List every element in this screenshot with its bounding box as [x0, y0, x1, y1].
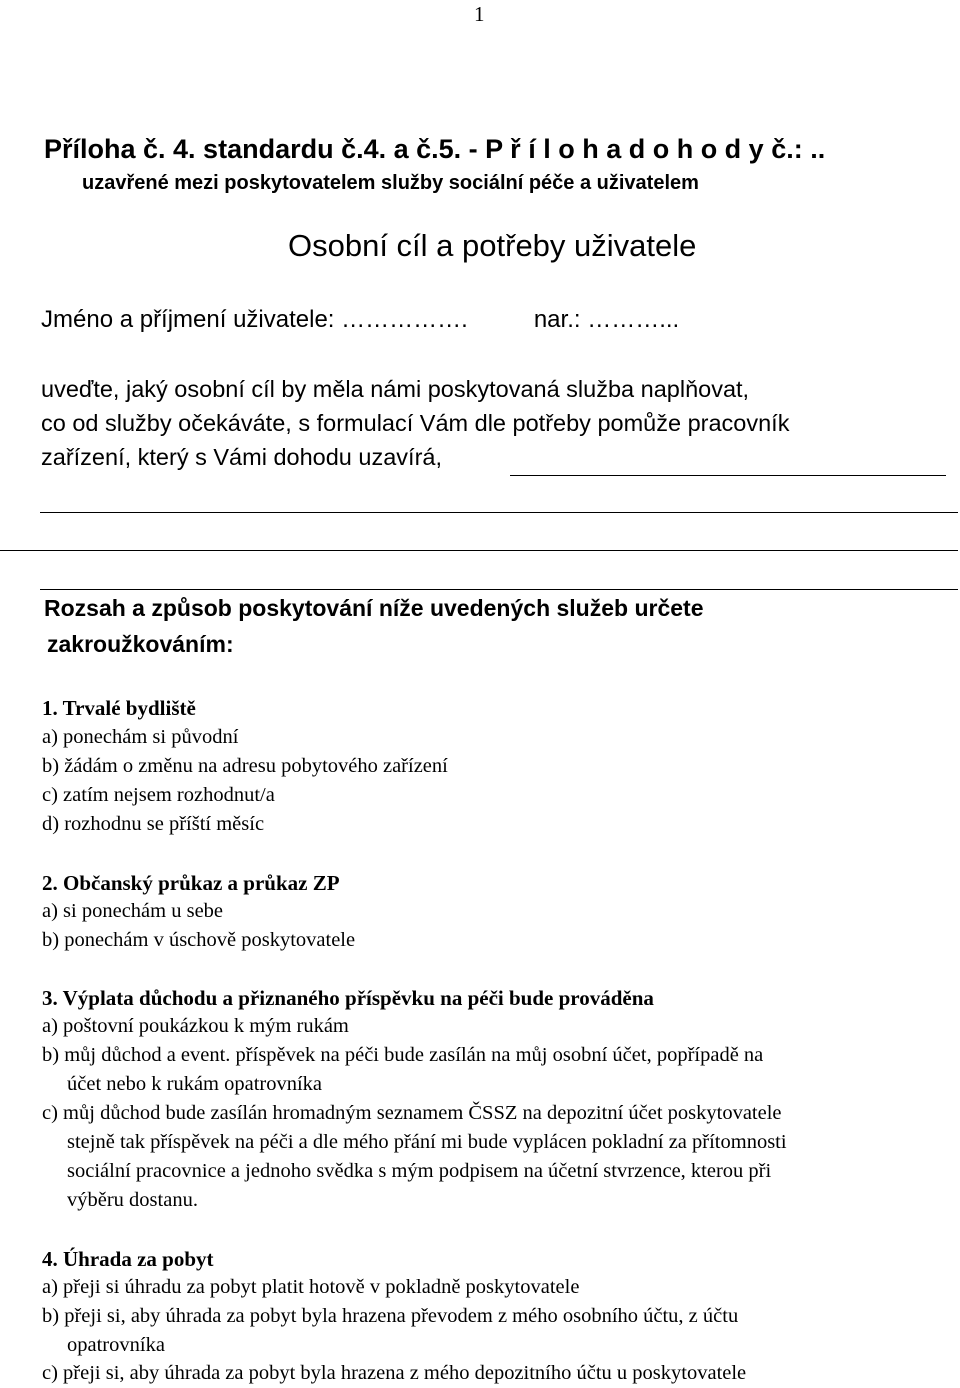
item-3-option-c[interactable]: c) můj důchod bude zasílán hromadným seznamem ČSSZ na depozitní účet poskytovatele: [42, 1102, 782, 1124]
item-1-option-a[interactable]: a) ponechám si původní: [42, 726, 239, 748]
item-1-option-d[interactable]: d) rozhodnu se příští měsíc: [42, 813, 265, 835]
birth-blank[interactable]: ………...: [587, 306, 680, 333]
document-title: Příloha č. 4. standardu č.4. a č.5. - P ř í l o h a d o h o d y č.: ..: [44, 134, 826, 164]
item-3-option-c-continued-3: výběru dostanu.: [67, 1189, 198, 1211]
item-4-heading: 4. Úhrada za pobyt: [42, 1247, 214, 1271]
user-name-row: [41, 306, 679, 334]
answer-line-1[interactable]: [510, 475, 946, 476]
document-subtitle: uzavřené mezi poskytovatelem služby sociální péče a uživatelem: [82, 172, 699, 194]
item-1-option-b[interactable]: b) žádám o změnu na adresu pobytového zařízení: [42, 755, 448, 777]
item-2-option-a[interactable]: a) si ponechám u sebe: [42, 900, 224, 922]
answer-line-2[interactable]: [40, 512, 958, 513]
user-name-blank[interactable]: …………….: [341, 306, 468, 333]
instruction-line-1: uveďte, jaký osobní cíl by měla námi poskytovaná služba naplňovat,: [41, 376, 750, 402]
answer-line-4[interactable]: [40, 589, 958, 590]
scope-title-line-2: zakroužkováním:: [47, 631, 234, 657]
page-number: 1: [474, 2, 485, 26]
item-3-option-a[interactable]: a) poštovní poukázkou k mým rukám: [42, 1015, 349, 1037]
instruction-line-2: co od služby očekáváte, s formulací Vám dle potřeby pomůže pracovník: [41, 410, 790, 436]
item-3-heading: 3. Výplata důchodu a přiznaného příspěvku na péči bude prováděna: [42, 986, 654, 1010]
item-4-option-c[interactable]: c) přeji si, aby úhrada za pobyt byla hrazena z mého depozitního účtu u poskytovatele: [42, 1362, 747, 1384]
instruction-line-3: zařízení, který s Vámi dohodu uzavírá,: [41, 444, 442, 470]
item-2-option-b[interactable]: b) ponechám v úschově poskytovatele: [42, 929, 356, 951]
scope-title-line-1: Rozsah a způsob poskytování níže uvedených služeb určete: [44, 595, 704, 621]
item-4-option-b-continued: opatrovníka: [67, 1334, 165, 1356]
item-2-heading: 2. Občanský průkaz a průkaz ZP: [42, 871, 340, 895]
item-3-option-c-continued-1: stejně tak příspěvek na péči a dle mého přání mi bude vyplácen pokladní za přítomnosti: [67, 1131, 787, 1153]
item-1-heading: 1. Trvalé bydliště: [42, 696, 196, 720]
item-4-option-a[interactable]: a) přeji si úhradu za pobyt platit hotově v pokladně poskytovatele: [42, 1276, 580, 1298]
answer-line-3[interactable]: [0, 550, 958, 551]
item-4-option-b[interactable]: b) přeji si, aby úhrada za pobyt byla hrazena převodem z mého osobního účtu, z účtu: [42, 1305, 739, 1327]
item-3-option-c-continued-2: sociální pracovnice a jednoho svědka s mým podpisem na účetní stvrzence, kterou při: [67, 1160, 772, 1182]
item-3-option-b-continued: účet nebo k rukám opatrovníka: [67, 1073, 323, 1095]
section-title: Osobní cíl a potřeby uživatele: [288, 228, 697, 263]
birth-label: nar.:: [533, 306, 581, 333]
item-1-option-c[interactable]: c) zatím nejsem rozhodnut/a: [42, 784, 275, 806]
item-3-option-b[interactable]: b) můj důchod a event. příspěvek na péči bude zasílán na můj osobní účet, popřípadě na: [42, 1044, 764, 1066]
user-name-label: Jméno a příjmení uživatele:: [41, 306, 335, 333]
